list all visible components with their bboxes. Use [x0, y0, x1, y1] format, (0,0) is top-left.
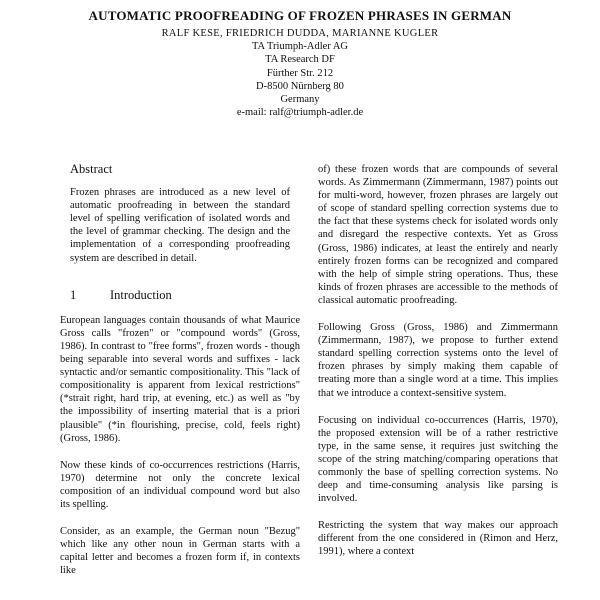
affiliation-line: Germany [280, 94, 320, 106]
body-paragraph: of) these frozen words that are compounds of several words. As Zimmermann (Zimmermann, 1987) points out for multi-word, however, frozen phrases are largely out of scope of standard spelling correction systems due to the fact that these systems check for isolated words only and disregard the respective contexts. Yet as Gross (Gross, 1986) indicates, at least the entirely and nearly entirely frozen forms can be recognized and compared with the help of simple string operations. Thus, these kinds of frozen phrases are accessible to the methods of classical automatic proofreading. [318, 164, 558, 306]
intro-paragraph: European languages contain thousands of what Maurice Gross calls "frozen" or "compound words" (Gross, 1986). In contrast to "free forms", frozen words - though being separable into several words and suffixes - lack syntactic and/or semantic compositionality. This "lack of compositionality is apparent from lexical restrictions" (*strait right, hard trip, at evening, etc.) as well as "by the impossibility of inserting material that is a priori plausible" (*in flourishing, precise, cold, feels right) (Gross, 1986). [60, 314, 300, 444]
affiliation-line: D-8500 Nürnberg 80 [256, 80, 344, 92]
intro-paragraph: Now these kinds of co-occurrences restrictions (Harris, 1970) determine not only the concrete lexical composition of an individual compound word but also its spelling. [60, 459, 300, 510]
body-paragraph: Restricting the system that way makes our approach different from the one considered in (Rimon and Herz, 1991), where a context [318, 520, 558, 558]
affiliation-line: TA Research DF [265, 54, 335, 66]
paper-title: AUTOMATIC PROOFREADING OF FROZEN PHRASES IN GERMAN [88, 8, 512, 23]
email-line: e-mail: ralf@triumph-adler.de [236, 107, 364, 119]
body-paragraph: Focusing on individual co-occurrences (Harris, 1970), the proposed extension will be of a rather restrictive type, in the same sense, it requires just switching the scope of the string matching/comparing operations that commonly the base of spelling correction systems. No deep and time-consuming analysis like parsing is involved. [318, 414, 558, 505]
author-list: RALF KESE, FRIEDRICH DUDDA, MARIANNE KUGLER [161, 28, 439, 39]
body-paragraph: Following Gross (Gross, 1986) and Zimmermann (Zimmermann, 1987), we propose to further extend standard spelling correction systems onto the level of frozen phrases by simply making them capable of treating more than a single word at a time. This implies that we introduce a context-sensitive system. [318, 322, 558, 399]
affiliation-line: TA Triumph-Adler AG [251, 41, 348, 53]
paper-header [120, 27, 480, 119]
intro-paragraph: Consider, as an example, the German noun "Bezug" which like any other noun in German starts with a capital letter and becomes a frozen form if, in contexts like [60, 526, 300, 577]
abstract-text: Frozen phrases are introduced as a new level of automatic proofreading in between the standard level of spelling verification of isolated words and the level of grammar checking. The design and the implementation of a corresponding proofreading system are described in detail. [70, 187, 290, 264]
section-title: Introduction [110, 287, 172, 302]
affiliation-line: Fürther Str. 212 [266, 67, 334, 79]
left-column [60, 163, 300, 591]
introduction-heading [70, 289, 300, 302]
right-column [318, 163, 558, 573]
section-number: 1 [70, 287, 77, 302]
abstract-heading: Abstract [70, 162, 113, 176]
